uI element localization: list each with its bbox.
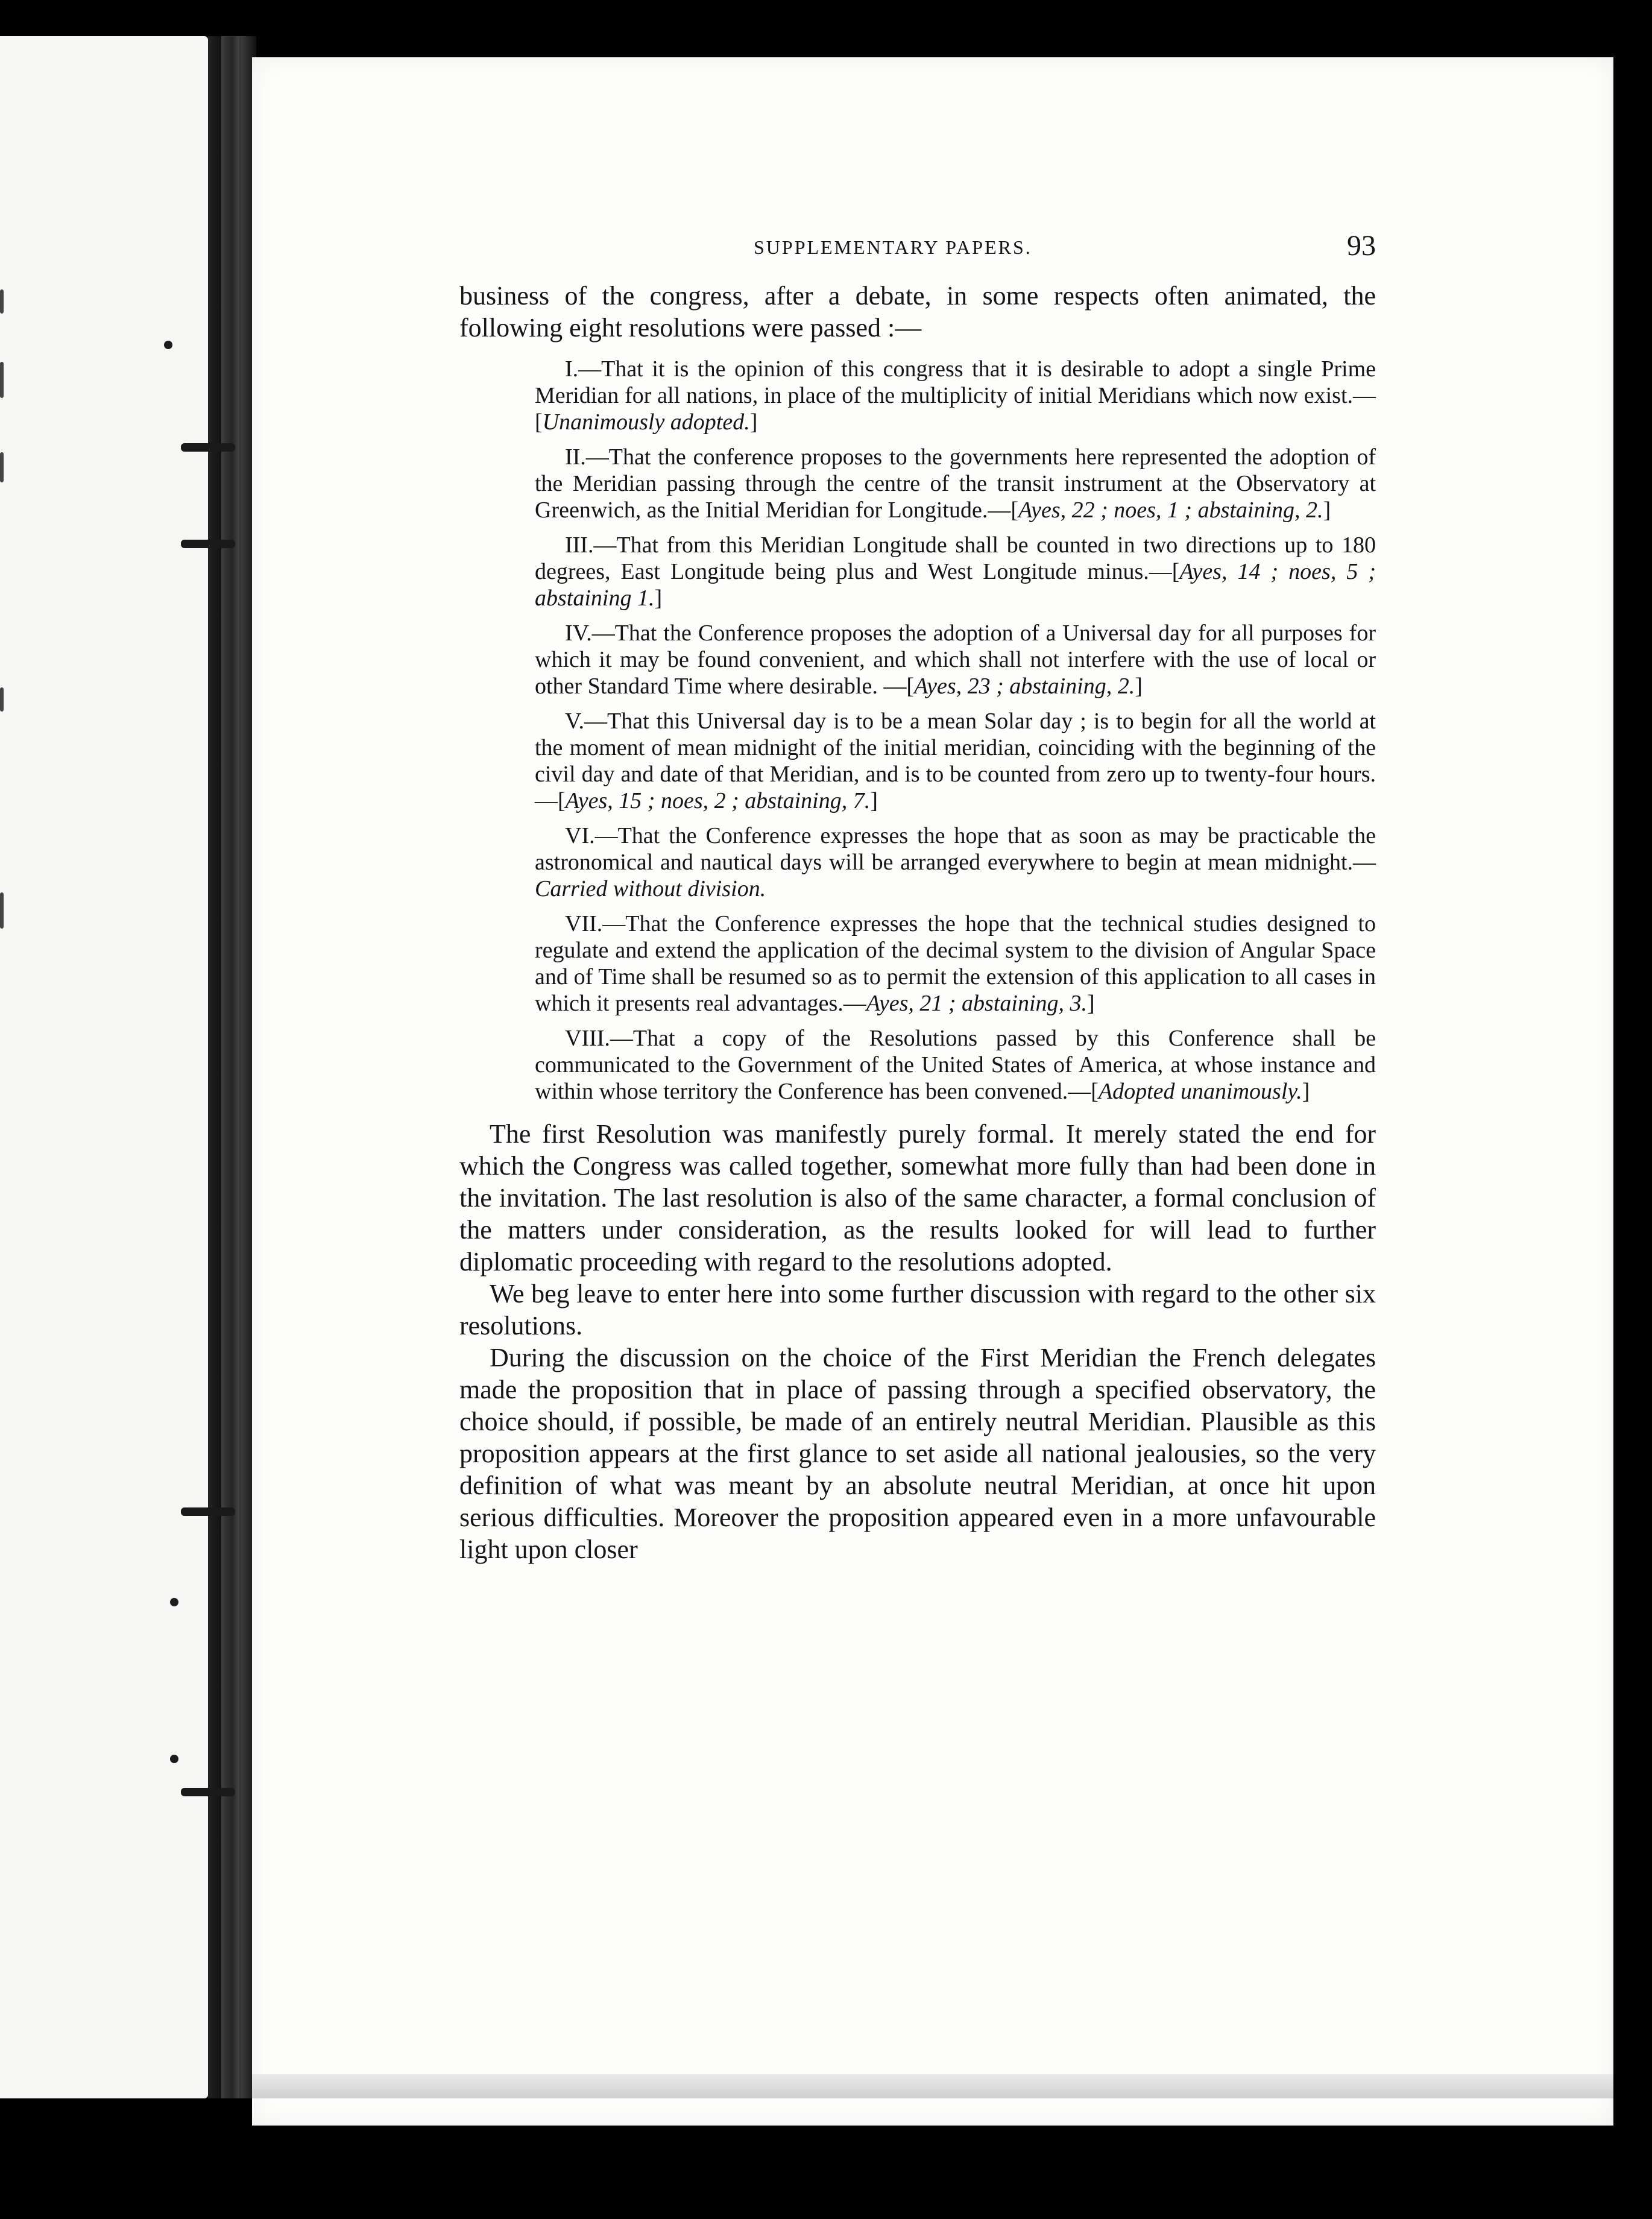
ink-speck (164, 341, 172, 349)
body-paragraph: The first Resolution was manifestly purely formal. It merely stated the end for which the Congress was called together, somewhat more fully than had been done in the invitation. The last resolution is also of the same character, a formal conclusion of the matters under consideration, as the results looked for will lead to further diplomatic proceeding with regard to the resolutions adopted. (459, 1119, 1376, 1277)
resolution-item: I.—That it is the opinion of this congress that it is desirable to adopt a single Prime Meridian for all nations, in place of the multiplicity of initial Meridians which now exist.—[Unanimously adopted.] (535, 356, 1376, 435)
body-paragraph: During the discussion on the choice of the First Meridian the French delegates made the proposition that in place of passing through a specified observatory, the choice should, if possible, be made of an entirely neutral Meridian. Plausible as this proposition appears at the first glance to set aside all national jealousies, so the very definition of what was meant by an absolute neutral Meridian, at once hit upon serious difficulties. Moreover the proposition appeared even in a more unfavourable light upon closer (459, 1343, 1376, 1564)
ink-speck (170, 1598, 178, 1606)
resolution-text: IV.—That the Conference proposes the adoption of a Universal day for all purposes for which it may be found convenient, and which shall not interfere with the use of local or other Standard Time where desirable. — (535, 620, 1376, 699)
margin-mark (0, 892, 4, 929)
resolution-text: VI.—That the Conference expresses the hope that as soon as may be practicable the astronomical and nautical days will be arranged everywhere to begin at mean midnight.— (535, 823, 1376, 875)
resolution-vote: Adopted unanimously. (1098, 1079, 1302, 1104)
body-paragraph: We beg leave to enter here into some further discussion with regard to the other six resolutions. (459, 1279, 1376, 1340)
resolution-text: III.—That from this Meridian Longitude shall be counted in two directions up to 180 degrees, East Longitude being plus and West Longitude minus.— (535, 532, 1376, 584)
resolution-text: VII.—That the Conference expresses the hope that the technical studies designed to regulate and extend the application of the decimal system to the division of Angular Space and of Time shall be resumed so as to permit the extension of this application to all cases in which it presents real advantages.— (535, 911, 1376, 1016)
resolution-vote: Ayes, 21 ; abstaining, 3. (866, 991, 1088, 1016)
resolution-item (535, 822, 1376, 902)
margin-mark (0, 452, 4, 482)
resolution-item: IV.—That the Conference proposes the adoption of a Universal day for all purposes for which it may be found convenient, and which shall not interfere with the use of local or other Standard Time where desirable. —[Ayes, 23 ; abstaining, 2.] (535, 620, 1376, 699)
margin-mark (0, 687, 4, 712)
margin-mark (0, 362, 4, 398)
binding-staple (181, 1788, 235, 1796)
page-edge-shadow (252, 2074, 1613, 2098)
resolution-text: VIII.—That a copy of the Resolutions passed by this Conference shall be communicated to the Government of the United States of America, at whose instance and within whose territory the Conference has been convened.— (535, 1026, 1376, 1104)
running-title: SUPPLEMENTARY PAPERS. (754, 236, 1032, 258)
resolution-vote: Ayes, 23 ; abstaining, 2. (913, 674, 1135, 699)
resolution-vote: Ayes, 14 ; noes, 5 ; abstaining 1. (535, 559, 1376, 611)
resolution-vote: Unanimously adopted. (542, 409, 750, 435)
resolution-text: V.—That this Universal day is to be a mean Solar day ; is to begin for all the world at the moment of mean midnight of the initial meridian, coinciding with the beginning of the civil day and date of that Meridian, and is to be counted from zero up to twenty-four hours.— (535, 709, 1376, 813)
running-head (459, 229, 1376, 271)
resolution-vote: Ayes, 22 ; noes, 1 ; abstaining, 2. (1018, 497, 1323, 523)
margin-mark (0, 289, 4, 314)
ink-speck (170, 1755, 178, 1763)
resolution-item: VII.—That the Conference expresses the hope that the technical studies designed to regulate and extend the application of the decimal system to the division of Angular Space and of Time shall be resumed so as to permit the extension of this application to all cases in which it presents real advantages.—Ayes, 21 ; abstaining, 3.] (535, 911, 1376, 1016)
resolution-vote: Ayes, 15 ; noes, 2 ; abstaining, 7. (565, 788, 871, 813)
page-number: 93 (1347, 230, 1376, 262)
page-text (459, 229, 1376, 1565)
resolution-item: VIII.—That a copy of the Resolutions passed by this Conference shall be communicated to the Government of the United States of America, at whose instance and within whose territory the Conference has been convened.—[Adopted unanimously.] (535, 1026, 1376, 1104)
binding-staple (181, 540, 235, 548)
binding-staple (181, 443, 235, 452)
resolution-vote: Carried without division. (535, 876, 766, 901)
resolution-item: V.—That this Universal day is to be a mean Solar day ; is to begin for all the world at the moment of mean midnight of the initial meridian, coinciding with the beginning of the civil day and date of that Meridian, and is to be counted from zero up to twenty-four hours.—[Ayes, 15 ; noes, 2 ; abstaining, 7.] (535, 709, 1376, 813)
resolution-text: II.—That the conference proposes to the governments here represented the adoption of the Meridian passing through the centre of the transit instrument at the Observatory at Greenwich, as the Initial Meridian for Longitude.— (535, 444, 1376, 523)
binding-staple (181, 1507, 235, 1516)
intro-paragraph: business of the congress, after a debate, in some respects often animated, the following eight resolutions were passed :— (459, 281, 1376, 342)
resolution-item: III.—That from this Meridian Longitude shall be counted in two directions up to 180 degrees, East Longitude being plus and West Longitude minus.—[Ayes, 14 ; noes, 5 ; abstaining 1.] (535, 532, 1376, 611)
resolution-text: I.—That it is the opinion of this congress that it is desirable to adopt a single Prime Meridian for all nations, in place of the multiplicity of initial Meridians which now exist.— (535, 356, 1376, 408)
resolutions-list (459, 356, 1376, 1105)
facing-page-edge (0, 36, 208, 2098)
resolution-item: II.—That the conference proposes to the governments here represented the adoption of the Meridian passing through the centre of the transit instrument at the Observatory at Greenwich, as the Initial Meridian for Longitude.—[Ayes, 22 ; noes, 1 ; abstaining, 2.] (535, 444, 1376, 523)
